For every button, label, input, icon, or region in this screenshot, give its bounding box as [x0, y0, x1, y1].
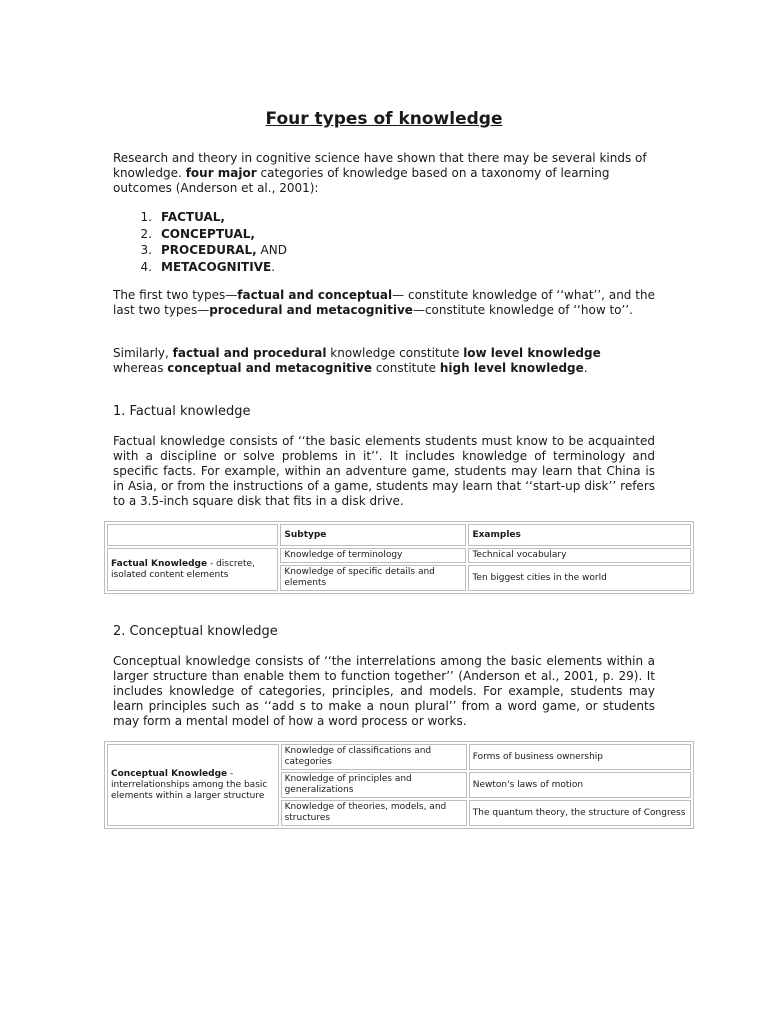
conceptual-label-cell: Conceptual Knowledge - interrelationships among the basic elements within a larger structure — [107, 744, 279, 826]
levels-paragraph: Similarly, factual and procedural knowledge constitute low level knowledge whereas conceptual and metacognitive constitute high level knowledge. — [113, 346, 601, 375]
table-cell-example: Ten biggest cities in the world — [468, 565, 691, 591]
table-cell-example: Technical vocabulary — [468, 548, 691, 563]
page-title: Four types of knowledge — [265, 109, 503, 129]
table-row — [107, 524, 691, 546]
table-cell-example: Newton's laws of motion — [469, 772, 691, 798]
table-row — [107, 744, 691, 770]
types-paragraph: The first two types—factual and conceptual— constitute knowledge of ‘‘what’’, and the last two types—procedural and metacognitive—constitute knowledge of ‘‘how to’’. — [113, 288, 655, 317]
list-item: 4. METACOGNITIVE. — [140, 259, 276, 274]
table-cell-empty — [107, 524, 278, 546]
factual-label-cell: Factual Knowledge - discrete, isolated content elements — [107, 548, 278, 591]
table-header-examples: Examples — [468, 524, 691, 546]
conceptual-knowledge-table — [104, 741, 694, 829]
list-item: 1. FACTUAL, — [140, 210, 225, 224]
factual-paragraph: Factual knowledge consists of ‘‘the basic elements students must know to be acquainted with a discipline or solve problems in it’’. It includes knowledge of terminology and specific facts. For example, within an adventure game, students may learn that China is in Asia, or from the instructions of a game, students may learn that ‘‘start-up disk’’ refers to a 3.5-inch square disk that fits in a disk drive. — [113, 434, 655, 508]
table-cell-subtype: Knowledge of classifications and categories — [281, 744, 467, 770]
intro-paragraph: Research and theory in cognitive science have shown that there may be several kinds of knowledge. four major categories of knowledge based on a taxonomy of learning outcomes (Anderson et al., 2001): — [113, 151, 647, 195]
knowledge-types-list — [113, 209, 655, 275]
table-cell-subtype: Knowledge of theories, models, and structures — [281, 800, 467, 826]
section-heading-conceptual: 2. Conceptual knowledge — [113, 624, 278, 639]
table-cell-subtype: Knowledge of specific details and elements — [280, 565, 466, 591]
list-item: 2. CONCEPTUAL, — [140, 226, 255, 241]
table-row — [107, 548, 691, 563]
table-header-subtype: Subtype — [280, 524, 466, 546]
factual-knowledge-table — [104, 521, 694, 594]
table-cell-example: The quantum theory, the structure of Congress — [469, 800, 691, 826]
list-item: 3. PROCEDURAL, AND — [140, 243, 287, 257]
conceptual-paragraph: Conceptual knowledge consists of ‘‘the interrelations among the basic elements within a larger structure than enable them to function together’’ (Anderson et al., 2001, p. 29). It includes knowledge of categories, principles, and models. For example, students may learn principles such as ‘‘add s to make a noun plural’’ from a word game, or students may form a mental model of how a word process or works. — [113, 654, 655, 728]
section-heading-factual: 1. Factual knowledge — [113, 404, 251, 419]
table-cell-example: Forms of business ownership — [469, 744, 691, 770]
table-cell-subtype: Knowledge of terminology — [280, 548, 466, 563]
table-cell-subtype: Knowledge of principles and generalizations — [281, 772, 467, 798]
